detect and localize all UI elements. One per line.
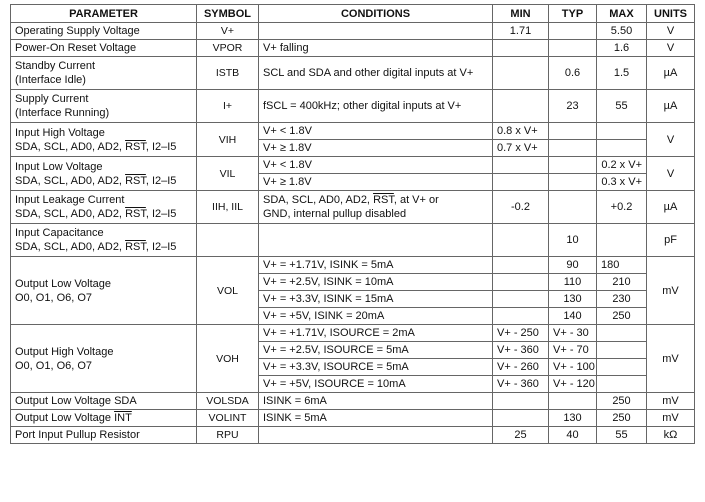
max-cell: 180 bbox=[597, 257, 647, 274]
typ-cell: V+ - 30 bbox=[549, 325, 597, 342]
conditions-cell: V+ = +5V, ISOURCE = 10mA bbox=[259, 376, 493, 393]
param-cell bbox=[11, 191, 197, 224]
unit-cell: µA bbox=[647, 90, 695, 123]
typ-cell: 40 bbox=[549, 427, 597, 444]
unit-cell: V bbox=[647, 40, 695, 57]
symbol-cell: VOLSDA bbox=[197, 393, 259, 410]
unit-cell: V bbox=[647, 23, 695, 40]
symbol-cell: VIL bbox=[197, 157, 259, 191]
conditions-line: GND, internal pullup disabled bbox=[263, 208, 407, 220]
param-line: O0, O1, O6, O7 bbox=[15, 291, 93, 304]
table-row bbox=[11, 224, 695, 257]
param-line: Input Capacitance bbox=[15, 227, 104, 239]
typ-cell bbox=[549, 174, 597, 191]
unit-cell: V bbox=[647, 123, 695, 157]
param-cell: Operating Supply Voltage bbox=[11, 23, 197, 40]
param-cell bbox=[11, 224, 197, 257]
param-cell: Output Low Voltage SDA bbox=[11, 393, 197, 410]
param-line: SDA, SCL, AD0, AD2, $\overline{RST}$, I2–I5 bbox=[15, 140, 177, 153]
table-row bbox=[11, 410, 695, 427]
max-cell: 230 bbox=[597, 291, 647, 308]
max-cell bbox=[597, 140, 647, 157]
param-cell bbox=[11, 90, 197, 123]
max-cell: 1.6 bbox=[597, 40, 647, 57]
symbol-cell: VPOR bbox=[197, 40, 259, 57]
param-cell bbox=[11, 123, 197, 157]
max-cell bbox=[597, 376, 647, 393]
min-cell bbox=[493, 90, 549, 123]
header-symbol: SYMBOL bbox=[197, 5, 259, 23]
max-cell bbox=[597, 123, 647, 140]
min-cell bbox=[493, 291, 549, 308]
param-line: Standby Current bbox=[15, 60, 96, 72]
param-cell bbox=[11, 157, 197, 191]
symbol-cell: ISTB bbox=[197, 57, 259, 90]
symbol-cell: VOL bbox=[197, 257, 259, 325]
typ-cell: 23 bbox=[549, 90, 597, 123]
typ-cell bbox=[549, 40, 597, 57]
min-cell: 25 bbox=[493, 427, 549, 444]
min-cell bbox=[493, 174, 549, 191]
typ-cell: 110 bbox=[549, 274, 597, 291]
param-line: Output High Voltage bbox=[15, 345, 114, 358]
header-typ: TYP bbox=[549, 5, 597, 23]
typ-cell: 10 bbox=[549, 224, 597, 257]
min-cell: V+ - 260 bbox=[493, 359, 549, 376]
typ-cell: 140 bbox=[549, 308, 597, 325]
conditions-cell: V+ < 1.8V bbox=[259, 123, 493, 140]
header-parameter: PARAMETER bbox=[11, 5, 197, 23]
min-cell: 1.71 bbox=[493, 23, 549, 40]
symbol-cell: RPU bbox=[197, 427, 259, 444]
param-cell: Output Low Voltage $\overline{INT}$ bbox=[11, 410, 197, 427]
typ-cell bbox=[549, 23, 597, 40]
table-row bbox=[11, 191, 695, 224]
min-cell: 0.7 x V+ bbox=[493, 140, 549, 157]
param-cell: Power-On Reset Voltage bbox=[11, 40, 197, 57]
symbol-cell: I+ bbox=[197, 90, 259, 123]
symbol-cell bbox=[197, 224, 259, 257]
typ-cell bbox=[549, 191, 597, 224]
max-cell: 1.5 bbox=[597, 57, 647, 90]
conditions-cell: SCL and SDA and other digital inputs at V+ bbox=[259, 57, 493, 90]
table-row bbox=[11, 257, 695, 274]
typ-cell bbox=[549, 393, 597, 410]
conditions-cell: V+ = +3.3V, ISOURCE = 5mA bbox=[259, 359, 493, 376]
conditions-cell: V+ = +1.71V, ISOURCE = 2mA bbox=[259, 325, 493, 342]
conditions-line: SDA, SCL, AD0, AD2, $\overline{RST}$, at V+ or bbox=[263, 194, 439, 206]
min-cell: 0.8 x V+ bbox=[493, 123, 549, 140]
table-row bbox=[11, 393, 695, 410]
max-cell: 0.2 x V+ bbox=[597, 157, 647, 174]
table-row bbox=[11, 427, 695, 444]
param-line: SDA, SCL, AD0, AD2, $\overline{RST}$, I2–I5 bbox=[15, 174, 177, 187]
param-line: Input Leakage Current bbox=[15, 194, 125, 206]
param-cell: Port Input Pullup Resistor bbox=[11, 427, 197, 444]
param-line: Supply Current bbox=[15, 93, 89, 105]
typ-cell bbox=[549, 123, 597, 140]
max-cell: 0.3 x V+ bbox=[597, 174, 647, 191]
param-line: SDA, SCL, AD0, AD2, $\overline{RST}$, I2–I5 bbox=[15, 241, 177, 253]
min-cell bbox=[493, 410, 549, 427]
unit-cell: mV bbox=[647, 410, 695, 427]
param-line: Input Low Voltage bbox=[15, 160, 103, 173]
unit-cell: µA bbox=[647, 57, 695, 90]
table-row bbox=[11, 325, 695, 342]
max-cell bbox=[597, 224, 647, 257]
unit-cell: kΩ bbox=[647, 427, 695, 444]
typ-cell: 130 bbox=[549, 291, 597, 308]
conditions-cell: ISINK = 5mA bbox=[259, 410, 493, 427]
typ-cell: V+ - 100 bbox=[549, 359, 597, 376]
conditions-cell: V+ = +2.5V, ISINK = 10mA bbox=[259, 274, 493, 291]
header-units: UNITS bbox=[647, 5, 695, 23]
conditions-cell: V+ = +5V, ISINK = 20mA bbox=[259, 308, 493, 325]
conditions-cell: V+ < 1.8V bbox=[259, 157, 493, 174]
param-line: Input High Voltage bbox=[15, 126, 105, 139]
min-cell: V+ - 250 bbox=[493, 325, 549, 342]
table-row bbox=[11, 57, 695, 90]
header-min: MIN bbox=[493, 5, 549, 23]
min-cell bbox=[493, 393, 549, 410]
param-cell bbox=[11, 257, 197, 325]
conditions-cell: V+ ≥ 1.8V bbox=[259, 174, 493, 191]
header-conditions: CONDITIONS bbox=[259, 5, 493, 23]
param-cell bbox=[11, 325, 197, 393]
typ-cell: V+ - 120 bbox=[549, 376, 597, 393]
typ-cell: 0.6 bbox=[549, 57, 597, 90]
param-line: (Interface Running) bbox=[15, 107, 110, 119]
conditions-cell bbox=[259, 191, 493, 224]
conditions-cell: fSCL = 400kHz; other digital inputs at V+ bbox=[259, 90, 493, 123]
electrical-characteristics-table bbox=[10, 4, 695, 444]
table-row bbox=[11, 123, 695, 140]
symbol-cell: VOH bbox=[197, 325, 259, 393]
conditions-cell: V+ = +2.5V, ISOURCE = 5mA bbox=[259, 342, 493, 359]
typ-cell: 90 bbox=[549, 257, 597, 274]
min-cell bbox=[493, 274, 549, 291]
conditions-cell: V+ = +1.71V, ISINK = 5mA bbox=[259, 257, 493, 274]
min-cell bbox=[493, 157, 549, 174]
max-cell: 250 bbox=[597, 308, 647, 325]
conditions-cell bbox=[259, 224, 493, 257]
max-cell bbox=[597, 342, 647, 359]
min-cell: V+ - 360 bbox=[493, 376, 549, 393]
min-cell bbox=[493, 57, 549, 90]
min-cell bbox=[493, 308, 549, 325]
conditions-cell: V+ = +3.3V, ISINK = 15mA bbox=[259, 291, 493, 308]
table-header-row bbox=[11, 5, 695, 23]
unit-cell: µA bbox=[647, 191, 695, 224]
symbol-cell: IIH, IIL bbox=[197, 191, 259, 224]
min-cell: -0.2 bbox=[493, 191, 549, 224]
unit-cell: V bbox=[647, 157, 695, 191]
conditions-cell: V+ falling bbox=[259, 40, 493, 57]
unit-cell: mV bbox=[647, 257, 695, 325]
typ-cell bbox=[549, 157, 597, 174]
param-line: (Interface Idle) bbox=[15, 74, 86, 86]
max-cell: 5.50 bbox=[597, 23, 647, 40]
symbol-cell: VIH bbox=[197, 123, 259, 157]
min-cell bbox=[493, 40, 549, 57]
typ-cell bbox=[549, 140, 597, 157]
param-line: Output Low Voltage bbox=[15, 277, 112, 290]
symbol-cell: VOLINT bbox=[197, 410, 259, 427]
min-cell bbox=[493, 224, 549, 257]
max-cell: 55 bbox=[597, 427, 647, 444]
param-line: O0, O1, O6, O7 bbox=[15, 359, 93, 372]
symbol-cell: V+ bbox=[197, 23, 259, 40]
param-line: SDA, SCL, AD0, AD2, $\overline{RST}$, I2–I5 bbox=[15, 208, 177, 220]
table-row bbox=[11, 23, 695, 40]
unit-cell: mV bbox=[647, 393, 695, 410]
max-cell: 250 bbox=[597, 410, 647, 427]
conditions-cell: ISINK = 6mA bbox=[259, 393, 493, 410]
max-cell: 55 bbox=[597, 90, 647, 123]
max-cell bbox=[597, 325, 647, 342]
max-cell: 250 bbox=[597, 393, 647, 410]
max-cell: +0.2 bbox=[597, 191, 647, 224]
unit-cell: mV bbox=[647, 325, 695, 393]
table-row bbox=[11, 90, 695, 123]
max-cell: 210 bbox=[597, 274, 647, 291]
conditions-cell bbox=[259, 427, 493, 444]
conditions-cell bbox=[259, 23, 493, 40]
max-cell bbox=[597, 359, 647, 376]
unit-cell: pF bbox=[647, 224, 695, 257]
table-row bbox=[11, 157, 695, 174]
min-cell bbox=[493, 257, 549, 274]
table-row bbox=[11, 40, 695, 57]
conditions-cell: V+ ≥ 1.8V bbox=[259, 140, 493, 157]
min-cell: V+ - 360 bbox=[493, 342, 549, 359]
header-max: MAX bbox=[597, 5, 647, 23]
typ-cell: V+ - 70 bbox=[549, 342, 597, 359]
typ-cell: 130 bbox=[549, 410, 597, 427]
param-cell bbox=[11, 57, 197, 90]
